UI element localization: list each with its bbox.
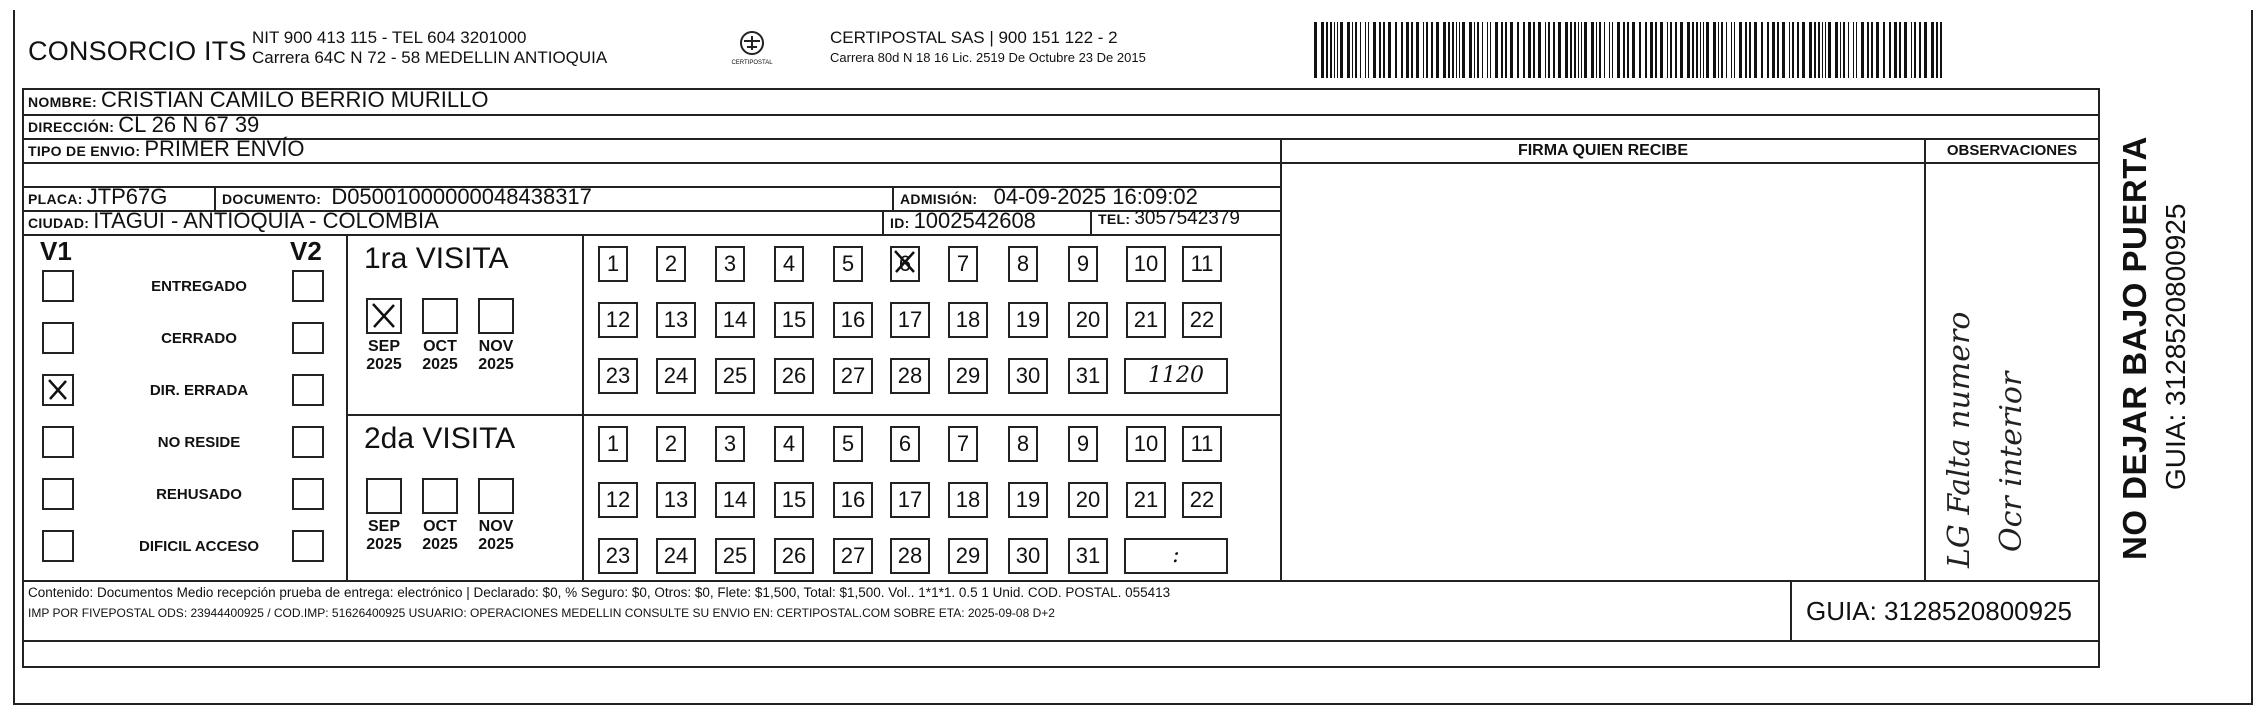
- barcode-bar: [1495, 22, 1498, 78]
- barcode-bar: [1856, 22, 1857, 78]
- barcode-bar: [1443, 22, 1446, 78]
- barcode-bar: [1936, 22, 1938, 78]
- barcode-bar: [1650, 22, 1653, 78]
- visit2-day-16[interactable]: 16: [833, 482, 873, 518]
- visit1-day-26[interactable]: 26: [774, 358, 814, 394]
- barcode-bar: [1523, 22, 1525, 78]
- barcode-bar: [1474, 22, 1475, 78]
- barcode-bar: [1670, 22, 1672, 78]
- placa-value: JTP67G: [86, 184, 168, 209]
- ciudad-label: CIUDAD:: [28, 215, 90, 231]
- side-guia: GUIA: 3128520800925: [2160, 203, 2191, 490]
- check-x-mark: [890, 247, 920, 277]
- v1-checkbox-dir-errada[interactable]: [42, 374, 74, 406]
- visit1-day-9[interactable]: 9: [1068, 246, 1098, 282]
- barcode-bar: [1828, 22, 1831, 78]
- barcode-bar: [1867, 22, 1869, 78]
- visit2-day-1[interactable]: 1: [598, 426, 628, 462]
- visit1-month-label-nov: [468, 338, 524, 374]
- barcode-bar: [1899, 22, 1901, 78]
- visit2-time-box[interactable]: :: [1124, 538, 1228, 574]
- placa-field: [28, 184, 167, 210]
- barcode-bar: [1612, 22, 1613, 78]
- barcode-bar: [1687, 22, 1690, 78]
- delivery-form: [22, 88, 2100, 668]
- barcode-bar: [1696, 22, 1698, 78]
- month-name: OCT: [423, 518, 457, 535]
- visit1-day-27[interactable]: 27: [833, 358, 873, 394]
- barcode-bar: [1373, 22, 1376, 78]
- barcode-bar: [1538, 22, 1541, 78]
- observation-handwriting-2: Ocr interior: [1994, 371, 2029, 552]
- barcode-bar: [1825, 22, 1826, 78]
- tipo-envio-field: [28, 136, 304, 162]
- barcode-bar: [1462, 22, 1465, 78]
- visit2-day-7[interactable]: 7: [948, 426, 978, 462]
- barcode-bar: [1596, 22, 1597, 78]
- visit1-month-checkbox-oct[interactable]: [422, 298, 458, 334]
- visit2-day-21[interactable]: 21: [1126, 482, 1166, 518]
- v2-checkbox-dificil-acceso[interactable]: [292, 530, 324, 562]
- visit2-day-8[interactable]: 8: [1008, 426, 1038, 462]
- month-year: 2025: [422, 536, 458, 553]
- visit1-day-5[interactable]: 5: [833, 246, 863, 282]
- observaciones-header: OBSERVACIONES: [1946, 142, 2078, 159]
- barcode-bar: [1718, 22, 1719, 78]
- visit2-day-23[interactable]: 23: [598, 538, 638, 574]
- barcode-bar: [1355, 22, 1357, 78]
- nombre-field: [28, 87, 489, 113]
- month-name: NOV: [478, 338, 514, 355]
- barcode-bar: [1692, 22, 1694, 78]
- barcode-bar: [1645, 22, 1647, 78]
- nit-line: NIT 900 413 115 - TEL 604 3201000: [252, 28, 527, 47]
- visit1-month-checkbox-nov[interactable]: [478, 298, 514, 334]
- barcode-bar: [1940, 22, 1942, 78]
- barcode-bar: [1406, 22, 1409, 78]
- barcode-bar: [1713, 22, 1716, 78]
- visit1-day-29[interactable]: 29: [948, 358, 988, 394]
- id-field: [890, 208, 1036, 234]
- barcode-bar: [1822, 22, 1823, 78]
- barcode-bar: [1360, 22, 1361, 78]
- company-name: CONSORCIO ITS: [28, 36, 247, 66]
- visit2-month-checkbox-sep[interactable]: [366, 478, 402, 514]
- barcode-bar: [1383, 22, 1385, 78]
- visit2-day-28[interactable]: 28: [890, 538, 930, 574]
- barcode-bar: [1726, 22, 1727, 78]
- barcode-bar: [1340, 22, 1343, 78]
- barcode-bar: [1924, 22, 1927, 78]
- visit2-day-12[interactable]: 12: [598, 482, 638, 518]
- check-x-mark: [44, 376, 72, 404]
- barcode-bar: [1721, 22, 1723, 78]
- barcode-bar: [1818, 22, 1820, 78]
- barcode-bar: [1627, 22, 1629, 78]
- visit1-day-12[interactable]: 12: [598, 302, 638, 338]
- barcode-bar: [1482, 22, 1483, 78]
- tel-value: 3057542379: [1134, 208, 1240, 229]
- barcode-bar: [1574, 22, 1576, 78]
- certi-line1: CERTIPOSTAL SAS | 900 151 122 - 2: [830, 28, 1118, 47]
- barcode-bar: [1584, 22, 1587, 78]
- visit2-day-13[interactable]: 13: [656, 482, 696, 518]
- address-line: Carrera 64C N 72 - 58 MEDELLIN ANTIOQUIA: [252, 48, 608, 67]
- visit1-month-label-oct: [412, 338, 468, 374]
- barcode-bar: [1365, 22, 1366, 78]
- month-year: 2025: [366, 356, 402, 373]
- admision-value: 04-09-2025 16:09:02: [993, 184, 1198, 209]
- firma-header: FIRMA QUIEN RECIBE: [1517, 142, 1689, 159]
- visit1-day-17[interactable]: 17: [890, 302, 930, 338]
- visit2-day-3[interactable]: 3: [715, 426, 745, 462]
- barcode-bar: [1334, 22, 1335, 78]
- barcode-bar: [1848, 22, 1849, 78]
- v1-checkbox-entregado[interactable]: [42, 270, 74, 302]
- barcode-bar: [1797, 22, 1799, 78]
- certipostal-logo: [722, 28, 782, 74]
- nombre-value: CRISTIAN CAMILO BERRIO MURILLO: [100, 87, 489, 112]
- status-label-dir-errada: DIR. ERRADA: [149, 382, 249, 399]
- status-label-rehusado: REHUSADO: [156, 486, 242, 503]
- barcode-bar: [1469, 22, 1472, 78]
- visit1-month-label-sep: [356, 338, 412, 374]
- visit2-day-31[interactable]: 31: [1068, 538, 1108, 574]
- visit2-day-30[interactable]: 30: [1008, 538, 1048, 574]
- barcode-bar: [1623, 22, 1625, 78]
- barcode-bar: [1931, 22, 1934, 78]
- ciudad-field: [28, 208, 439, 234]
- visit1-day-20[interactable]: 20: [1068, 302, 1108, 338]
- barcode-bar: [1487, 22, 1488, 78]
- barcode-bar: [1889, 22, 1891, 78]
- barcode-bar: [1347, 22, 1350, 78]
- barcode-bar: [1490, 22, 1491, 78]
- nombre-label: NOMBRE:: [28, 94, 97, 110]
- barcode-bar: [1609, 22, 1610, 78]
- direccion-label: DIRECCIÓN:: [28, 119, 115, 135]
- visit1-day-11[interactable]: 11: [1182, 246, 1222, 282]
- month-year: 2025: [478, 356, 514, 373]
- visit2-day-19[interactable]: 19: [1008, 482, 1048, 518]
- visit2-day-2[interactable]: 2: [656, 426, 686, 462]
- barcode-bar: [1533, 22, 1535, 78]
- month-name: SEP: [367, 518, 400, 535]
- visit2-title: 2da VISITA: [364, 422, 516, 455]
- barcode-bar: [1565, 22, 1568, 78]
- barcode-bar: [1911, 22, 1912, 78]
- v2-checkbox-no-reside[interactable]: [292, 426, 324, 458]
- visit2-month-checkbox-nov[interactable]: [478, 478, 514, 514]
- barcode-bar: [1904, 22, 1907, 78]
- barcode-bar: [1510, 22, 1513, 78]
- barcode-bar: [1731, 22, 1732, 78]
- id-value: 1002542608: [913, 208, 1036, 233]
- placa-label: PLACA:: [28, 191, 83, 207]
- month-name: SEP: [367, 338, 400, 355]
- documento-value: D05001000000048438317: [331, 184, 592, 209]
- barcode-bar: [1330, 22, 1332, 78]
- barcode-bar: [1894, 22, 1897, 78]
- barcode-bar: [1749, 22, 1751, 78]
- barcode-bar: [1840, 22, 1841, 78]
- v1-checkbox-no-reside[interactable]: [42, 426, 74, 458]
- barcode-bar: [1545, 22, 1546, 78]
- visit1-day-6[interactable]: 6: [890, 246, 920, 282]
- visit2-day-5[interactable]: 5: [833, 426, 863, 462]
- visit1-day-7[interactable]: 7: [948, 246, 978, 282]
- barcode-bar: [1388, 22, 1391, 78]
- barcode-bar: [1314, 22, 1317, 78]
- visit2-month-label-sep: [356, 518, 412, 554]
- direccion-field: [28, 112, 259, 138]
- barcode-bar: [1734, 22, 1735, 78]
- barcode-bar: [1477, 22, 1479, 78]
- barcode-bar: [1436, 22, 1439, 78]
- barcode-bar: [1706, 22, 1709, 78]
- visit1-day-10[interactable]: 10: [1126, 246, 1166, 282]
- visit1-day-25[interactable]: 25: [715, 358, 755, 394]
- barcode-bar: [1782, 22, 1785, 78]
- barcode-bar: [1655, 22, 1657, 78]
- barcode-bar: [1558, 22, 1561, 78]
- footer-line2: IMP POR FIVEPOSTAL ODS: 23944400925 / COD.IMP: 51626400925 USUARIO: OPERACIONES MEDELLIN CONSULTE SU ENVIO EN: CERTIPOSTAL.COM SOBRE ETA: 2025-09-08 D+2: [28, 606, 1055, 620]
- barcode-bar: [1337, 22, 1338, 78]
- barcode-bar: [1789, 22, 1790, 78]
- barcode-bar: [1505, 22, 1507, 78]
- barcode-bar: [1321, 22, 1324, 78]
- visit1-day-23[interactable]: 23: [598, 358, 638, 394]
- status-label-cerrado: CERRADO: [161, 330, 237, 347]
- barcode-bar: [1632, 22, 1635, 78]
- barcode-bar: [1802, 22, 1805, 78]
- footer-line1: Contenido: Documentos Medio recepción prueba de entrega: electrónico | Declarado: $0, % Seguro: $0, Otros: $0, Flete: $1,500, Total: $1,500. Vol.. 1*1*1. 0.5 1 Unid. COD. POSTAL. 055413: [28, 585, 1171, 600]
- barcode-bar: [1919, 22, 1921, 78]
- tipo-envio-value: PRIMER ENVÍO: [144, 136, 305, 161]
- v2-checkbox-entregado[interactable]: [292, 270, 324, 302]
- barcode-bar: [1548, 22, 1550, 78]
- barcode-bar: [1604, 22, 1605, 78]
- direccion-value: CL 26 N 67 39: [118, 112, 260, 137]
- month-name: OCT: [423, 338, 457, 355]
- visit2-day-14[interactable]: 14: [715, 482, 755, 518]
- documento-field: [222, 184, 592, 210]
- visit1-day-1[interactable]: 1: [598, 246, 628, 282]
- v1-checkbox-rehusado[interactable]: [42, 478, 74, 510]
- certi-line2: Carrera 80d N 18 16 Lic. 2519 De Octubre 23 De 2015: [830, 50, 1146, 65]
- visit1-day-18[interactable]: 18: [948, 302, 988, 338]
- barcode-bar: [1754, 22, 1757, 78]
- barcode-bar: [1745, 22, 1747, 78]
- visit1-month-checkbox-sep[interactable]: [366, 298, 402, 334]
- side-warning: NO DEJAR BAJO PUERTA: [2116, 136, 2153, 560]
- barcode-bar: [1423, 22, 1424, 78]
- visit2-day-17[interactable]: 17: [890, 482, 930, 518]
- barcode-bar: [1914, 22, 1916, 78]
- barcode-bar: [1401, 22, 1403, 78]
- barcode-bar: [1459, 22, 1460, 78]
- visit2-day-26[interactable]: 26: [774, 538, 814, 574]
- status-label-dificil-acceso: DIFICIL ACCESO: [138, 538, 259, 555]
- barcode-bar: [1528, 22, 1531, 78]
- visit2-day-20[interactable]: 20: [1068, 482, 1108, 518]
- visit1-day-15[interactable]: 15: [774, 302, 814, 338]
- visit1-day-3[interactable]: 3: [715, 246, 745, 282]
- documento-label: DOCUMENTO:: [222, 191, 322, 207]
- barcode-bar: [1876, 22, 1879, 78]
- visit1-day-2[interactable]: 2: [656, 246, 686, 282]
- tipo-envio-label: TIPO DE ENVIO:: [28, 143, 141, 159]
- visit1-day-31[interactable]: 31: [1068, 358, 1108, 394]
- barcode-bar: [1814, 22, 1816, 78]
- barcode-bar: [1772, 22, 1775, 78]
- visit1-title: 1ra VISITA: [364, 242, 509, 275]
- visit2-month-label-oct: [412, 518, 468, 554]
- visit1-day-13[interactable]: 13: [656, 302, 696, 338]
- visit2-day-27[interactable]: 27: [833, 538, 873, 574]
- visit2-day-15[interactable]: 15: [774, 482, 814, 518]
- visit2-day-9[interactable]: 9: [1068, 426, 1098, 462]
- visit1-day-4[interactable]: 4: [774, 246, 804, 282]
- barcode-bar: [1368, 22, 1369, 78]
- visit1-day-21[interactable]: 21: [1126, 302, 1166, 338]
- visit2-day-22[interactable]: 22: [1182, 482, 1222, 518]
- barcode-bar: [1456, 22, 1457, 78]
- barcode-bar: [1761, 22, 1763, 78]
- barcode-bar: [1553, 22, 1555, 78]
- barcode-bar: [1777, 22, 1779, 78]
- barcode-bar: [1452, 22, 1454, 78]
- month-year: 2025: [478, 536, 514, 553]
- certipostal-info: [830, 28, 1146, 68]
- tel-label: TEL:: [1098, 211, 1131, 227]
- visit2-day-6[interactable]: 6: [890, 426, 920, 462]
- barcode-bar: [1570, 22, 1572, 78]
- barcode-bar: [1739, 22, 1742, 78]
- visit2-day-4[interactable]: 4: [774, 426, 804, 462]
- visit1-day-24[interactable]: 24: [656, 358, 696, 394]
- barcode-bar: [1617, 22, 1620, 78]
- barcode-bar: [1581, 22, 1582, 78]
- v1-checkbox-dificil-acceso[interactable]: [42, 530, 74, 562]
- v2-checkbox-dir-errada[interactable]: [292, 374, 324, 406]
- barcode-bar: [1578, 22, 1579, 78]
- barcode-bar: [1379, 22, 1381, 78]
- visit1-day-28[interactable]: 28: [890, 358, 930, 394]
- visit2-day-10[interactable]: 10: [1126, 426, 1166, 462]
- barcode-bar: [1700, 22, 1701, 78]
- barcode-bar: [1591, 22, 1594, 78]
- barcode-bar: [1675, 22, 1677, 78]
- barcode-bar: [1501, 22, 1503, 78]
- month-year: 2025: [422, 356, 458, 373]
- admision-field: [900, 184, 1198, 210]
- company-info: [252, 28, 607, 68]
- v2-header: V2: [290, 236, 322, 266]
- barcode-bar: [1448, 22, 1450, 78]
- visit1-day-30[interactable]: 30: [1008, 358, 1048, 394]
- visit2-day-29[interactable]: 29: [948, 538, 988, 574]
- visit2-day-11[interactable]: 11: [1182, 426, 1222, 462]
- visit2-month-label-nov: [468, 518, 524, 554]
- barcode-bar: [1416, 22, 1419, 78]
- v1-checkbox-cerrado[interactable]: [42, 322, 74, 354]
- barcode-bar: [1660, 22, 1663, 78]
- barcode-bar: [1599, 22, 1601, 78]
- visit2-day-18[interactable]: 18: [948, 482, 988, 518]
- ciudad-value: ITAGUI - ANTIOQUIA - COLOMBIA: [93, 208, 439, 233]
- barcode-bar: [1352, 22, 1353, 78]
- visit2-day-24[interactable]: 24: [656, 538, 696, 574]
- barcode-bar: [1411, 22, 1413, 78]
- barcode-bar: [1426, 22, 1428, 78]
- barcode-bar: [1395, 22, 1397, 78]
- month-year: 2025: [366, 536, 402, 553]
- barcode-bar: [1517, 22, 1519, 78]
- guia-number: GUIA: 3128520800925: [1806, 596, 2072, 626]
- barcode-bar: [1667, 22, 1668, 78]
- barcode-bar: [1853, 22, 1854, 78]
- barcode-bar: [1871, 22, 1873, 78]
- visit1-time-box[interactable]: 1120: [1124, 358, 1228, 394]
- check-x-mark: [368, 300, 400, 332]
- v1-header: V1: [40, 236, 72, 266]
- visit2-day-25[interactable]: 25: [715, 538, 755, 574]
- logo-caption: CERTIPOSTAL: [731, 60, 773, 66]
- barcode-bar: [1843, 22, 1845, 78]
- visit1-day-22[interactable]: 22: [1182, 302, 1222, 338]
- id-label: ID:: [890, 215, 910, 231]
- status-label-no-reside: NO RESIDE: [157, 434, 241, 451]
- barcode-bar: [1883, 22, 1885, 78]
- barcode-bar: [1431, 22, 1433, 78]
- observation-handwriting-1: LG Falta numero: [1942, 311, 1977, 568]
- barcode: [1312, 22, 1952, 78]
- v2-checkbox-rehusado[interactable]: [292, 478, 324, 510]
- visit1-day-19[interactable]: 19: [1008, 302, 1048, 338]
- visit1-day-8[interactable]: 8: [1008, 246, 1038, 282]
- v2-checkbox-cerrado[interactable]: [292, 322, 324, 354]
- tel-field: [1098, 208, 1240, 230]
- month-name: NOV: [478, 518, 514, 535]
- visit2-month-checkbox-oct[interactable]: [422, 478, 458, 514]
- visit1-day-16[interactable]: 16: [833, 302, 873, 338]
- barcode-bar: [1639, 22, 1641, 78]
- barcode-bar: [1809, 22, 1812, 78]
- barcode-bar: [1835, 22, 1838, 78]
- barcode-bar: [1703, 22, 1704, 78]
- barcode-bar: [1326, 22, 1328, 78]
- barcode-bar: [1861, 22, 1864, 78]
- barcode-bar: [1767, 22, 1769, 78]
- barcode-bar: [1792, 22, 1794, 78]
- admision-label: ADMISIÓN:: [900, 191, 978, 207]
- visit1-day-14[interactable]: 14: [715, 302, 755, 338]
- status-label-entregado: ENTREGADO: [151, 278, 247, 295]
- barcode-bar: [1680, 22, 1683, 78]
